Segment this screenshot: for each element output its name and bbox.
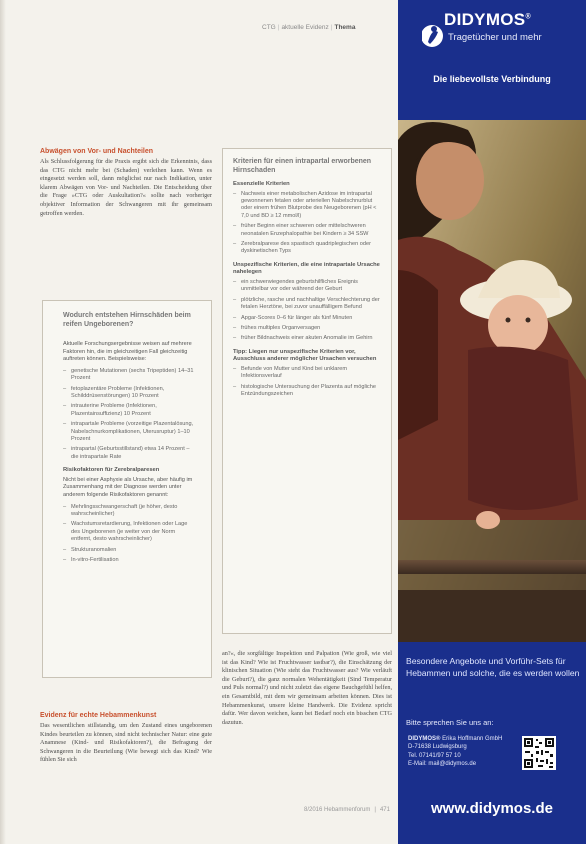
infobox-hirnschaeden	[42, 300, 212, 678]
infobox-right-list1	[233, 191, 381, 256]
ad-phone: Tel. 07141/97 57 10	[408, 752, 461, 759]
ad-contact-prompt: Bitte sprechen Sie uns an:	[406, 718, 494, 727]
infobox-right-title: Kriterien für einen intrapartal erworbenen Hirnschaden	[233, 158, 372, 174]
list-item: – früher Bildnachweis einer akuten Anomalie im Gehirn	[233, 335, 381, 342]
list-item: – Wachstumsretardierung, Infektionen oder Lage des Ungeborenen (je weiter von der Norm entfernt, desto wahrscheinlicher)	[63, 521, 197, 543]
list-item: – In-vitro-Fertilisation	[63, 557, 197, 564]
list-item: – intrauterine Probleme (Infektionen, Plazentainsuffizienz) 10 Prozent	[63, 403, 197, 418]
infobox-left-subtext: Nicht bei einer Asphyxie als Ursache, aber häufig im Zusammenhang mit der Diagnose werden unter anderem folgende Risikofaktoren genannt:	[63, 476, 193, 499]
list-item: – Befunde von Mutter und Kind bei unklarem Infektionsverlauf	[233, 366, 381, 381]
list-item: – genetische Mutationen (sechs Tripeptiden) 14–31 Prozent	[63, 368, 197, 383]
infobox-left-list	[63, 368, 197, 461]
infobox-left-title: Wodurch entstehen Hirnschäden beim reifen Ungeborenen?	[63, 312, 191, 328]
list-item: – plötzliche, rasche und nachhaltige Verschlechterung der fetalen Herztöne, bei zuvor unauffälligem Befund	[233, 297, 381, 312]
infobox-left-intro: Aktuelle Forschungsergebnisse weisen auf mehrere Faktoren hin, die im gleichzeitigen Fall gleichzeitig auftreten können. Beispielsweise:	[63, 341, 192, 363]
page-number: 471	[379, 807, 390, 813]
list-item: – Apgar-Scores 0–6 für länger als fünf Minuten	[233, 315, 381, 322]
infobox-left-subheading: Risikofaktoren für Zerebralparesen	[63, 467, 160, 474]
ad-address-block	[408, 735, 502, 769]
header-left: CTG	[262, 24, 276, 31]
page-spine-shadow	[0, 0, 6, 844]
ad-city: D-71638 Ludwigsburg	[408, 744, 467, 751]
infobox-right-sub1: Essenzielle Kriterien	[233, 181, 290, 187]
list-item: – Mehrlingsschwangerschaft (je höher, desto wahrscheinlicher)	[63, 504, 197, 519]
list-item: – fetoplazentäre Probleme (Infektionen, Schilddrüsenstörungen) 10 Prozent	[63, 386, 197, 401]
mother-baby-photo	[398, 120, 586, 642]
list-item: – histologische Untersuchung der Plazenta auf mögliche Entzündungszeichen	[233, 384, 381, 399]
list-item: – ein schwerwiegendes geburtshilfliches Ereignis unmittelbar vor oder während der Geburt	[233, 279, 381, 294]
infobox-right-list3	[233, 366, 381, 399]
ad-website-link[interactable]: www.didymos.de	[431, 800, 553, 817]
list-item: – intrapartale Probleme (vorzeitige Plazentalösung, Nabelschnurkomplikationen, Uterusruptur) 1–10 Prozent	[63, 421, 197, 443]
list-item: – Zerebralparese des spastisch quadriplegischen oder dyskinetischen Typs	[233, 241, 381, 256]
section-title-evidenz: Evidenz für echte Hebammenkunst	[40, 712, 157, 719]
infobox-right-list2	[233, 279, 381, 343]
list-item: – frühes multiples Organversagen	[233, 325, 381, 332]
infobox-right-sub2: Unspezifische Kriterien, die eine intrapartale Ursache nahelegen	[233, 261, 380, 276]
didymos-advertisement	[398, 0, 586, 844]
section-title-abwaegen: Abwägen von Vor- und Nachteilen	[40, 148, 154, 155]
section2-continued-body: an?«, die sorgfältige Inspektion und Palpation (Wie groß, wie viel ist das Kind? Wie ist Fruchtwasser tastbar?), die Einschätzung der klinischen Situation (Wie steht das Fruchtwasser aus? Wie verläuft die Geburt?), die ganz normalen Wehentätigkeit (Sind Temperatur und Puls normal?) und nicht zuletzt das eigene Bauchgefühl helfen, ein Gesamtbild, mit dem wir gemeinsam arbeiten können. Dies ist Hebammenkunst, unsere kleine Handwerk. Die Evidenz spricht dafür. Wer davon weichen, kann bei Bedarf noch ein bisschen CTG dazutun.	[222, 650, 392, 726]
list-item: – früher Beginn einer schweren oder mittelschweren neonatalen Enzephalopathie bei Kindern ≥ 34 SSW	[233, 223, 381, 238]
infobox-kriterien	[222, 148, 392, 634]
header-middle: aktuelle Evidenz	[281, 24, 329, 31]
section2-body: Das wesentlichen stillstandig, um den Zustand eines ungeborenen Kindes beurteilen zu können, sind nicht technischer Natur: eine gute Anamnese (Kind- und Risikofaktoren?), die Befragung der Schwangeren in die Beurteilung (Wie bewegt sich das Kind? Wie fühlen Sie sich	[40, 722, 212, 764]
running-header: CTG | aktuelle Evidenz | Thema	[262, 24, 356, 31]
ad-company-rest: Erika Hoffmann GmbH	[440, 736, 503, 742]
qr-code-icon	[522, 736, 556, 770]
ad-brand-name: DIDYMOS®	[444, 10, 531, 29]
list-item: – intrapartal (Geburtsstillstand) etwa 14 Prozent – die intrapartale Rate	[63, 446, 197, 461]
infobox-left-list2	[63, 504, 197, 565]
footer-text: 8/2016 Hebammenforum	[304, 807, 371, 813]
infobox-right-sub3: Tipp: Liegen nur unspezifische Kriterien vor, Ausschluss anderer möglicher Ursachen versuchen	[233, 348, 377, 363]
list-item: – Strukturanomalien	[63, 547, 197, 554]
ad-brand-subtitle: Tragetücher und mehr	[448, 32, 542, 43]
page-footer: 8/2016 Hebammenforum | 471	[304, 807, 390, 813]
ad-tagline: Die liebevollste Verbindung	[433, 74, 551, 84]
ad-offer-text: Besondere Angebote und Vorführ-Sets für Hebammen und solche, die es werden wollen	[406, 656, 580, 678]
header-section: Thema	[334, 24, 356, 31]
section1-body: Als Schlussfolgerung für die Praxis ergibt sich die Erkenntnis, dass das CTG nicht mehr bei (Schaden) verleihen kann. Wenn es eingesetzt werden soll, dann möglichst nur nach Indikation, unter klarem Abwägen von Vor- und Nachteilen. Die Entscheidung über die Frage »CTG oder Auskultation?« sollte nach vorheriger objektiver Information der Schwangeren mit ihr gemeinsam getroffen werden.	[40, 158, 212, 217]
list-item: – Nachweis einer metabolischen Azidose im intrapartal gewonnenen fetalen oder arteriellen Nabelschnurblut oder einem frühen Blutprobe des Neugeborenen (pH < 7,0 und BD ≥ 12 mmol/l)	[233, 191, 381, 221]
ad-company: DIDYMOS®	[408, 736, 441, 742]
ad-email: E-Mail: mail@didymos.de	[408, 761, 477, 768]
